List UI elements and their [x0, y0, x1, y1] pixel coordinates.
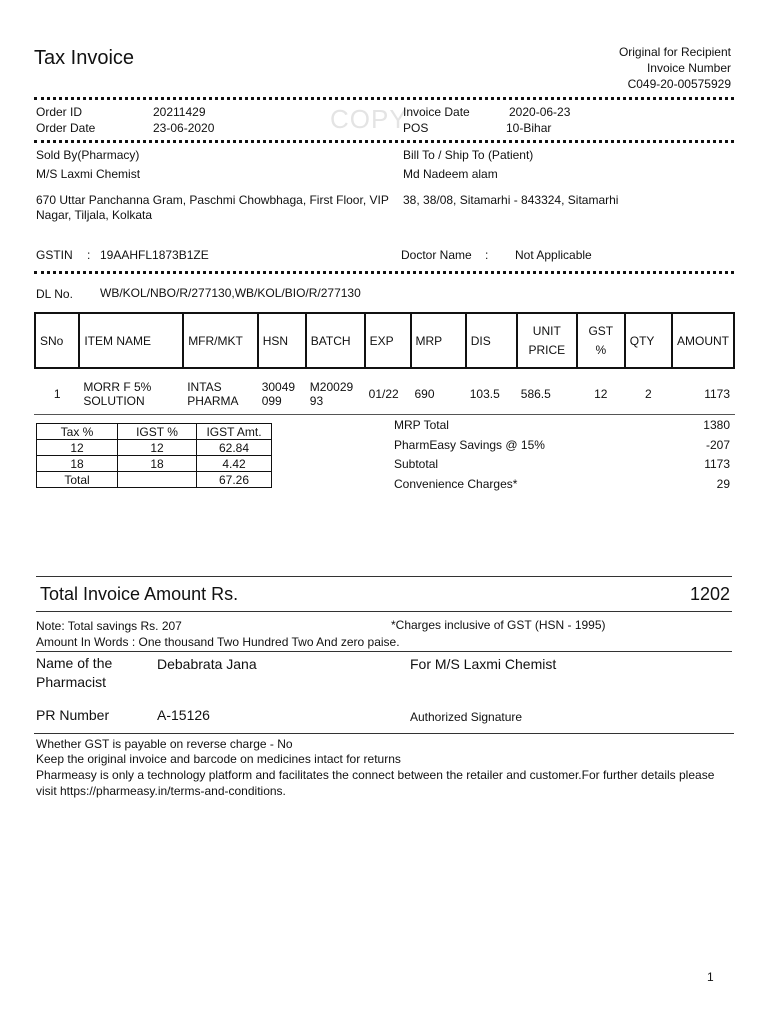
igst-amount: 4.42 — [197, 456, 272, 472]
col-sno: SNo — [35, 313, 79, 368]
divider — [36, 611, 732, 612]
summary-value: -207 — [705, 438, 730, 452]
summary-row — [394, 474, 730, 494]
invoice-number-label: Invoice Number — [646, 61, 731, 75]
gstin-label: GSTIN — [36, 248, 73, 262]
summary-row — [394, 435, 730, 455]
row-batch: M20029 93 — [309, 380, 354, 408]
row-sno: 1 — [53, 387, 61, 401]
invoice-date-label: Invoice Date — [403, 105, 470, 119]
total-label: Total Invoice Amount Rs. — [40, 584, 239, 604]
col-batch: BATCH — [306, 313, 365, 368]
table-row — [35, 368, 734, 419]
buyer-name: Md Nadeem alam — [403, 167, 498, 181]
authorized-signature-label: Authorized Signature — [410, 710, 523, 724]
row-item-name: MORR F 5% SOLUTION — [83, 380, 152, 408]
total-amount: 1202 — [689, 584, 730, 604]
tax-total-blank — [118, 472, 197, 488]
tax-total-row — [37, 472, 272, 488]
col-mfr: MFR/MKT — [183, 313, 258, 368]
row-gst: 12 — [594, 387, 608, 401]
pos: 10-Bihar — [506, 121, 552, 135]
items-header-row — [35, 313, 734, 368]
amount-in-words: Amount In Words : One thousand Two Hundred Two And zero paise. — [36, 635, 400, 649]
col-qty: QTY — [625, 313, 672, 368]
order-date: 23-06-2020 — [153, 121, 215, 135]
pharmacist-label — [36, 654, 112, 692]
items-table — [34, 312, 735, 419]
table-row — [37, 456, 272, 472]
row-exp: 01/22 — [368, 387, 399, 401]
summary-label: Subtotal — [394, 457, 439, 471]
col-unit-price: UNIT PRICE — [517, 313, 577, 368]
charges-note: *Charges inclusive of GST (HSN - 1995) — [391, 618, 606, 632]
pr-number: A-15126 — [157, 707, 210, 723]
order-date-label: Order Date — [36, 121, 96, 135]
reverse-charge-note: Whether GST is payable on reverse charge - No — [36, 737, 293, 751]
tax-rate: 12 — [37, 440, 118, 456]
col-item-name: ITEM NAME — [79, 313, 183, 368]
doctor-separator: : — [485, 248, 489, 262]
page-number: 1 — [707, 970, 714, 984]
pharmacist-label-line: Name of the — [36, 655, 113, 671]
tax-rate: 18 — [37, 456, 118, 472]
divider — [36, 576, 732, 577]
col-mrp: MRP — [411, 313, 466, 368]
summary-row — [394, 454, 730, 474]
gstin: 19AAHFL1873B1ZE — [100, 248, 209, 262]
invoice-title: Tax Invoice — [34, 47, 135, 69]
row-amount: 1173 — [704, 387, 730, 401]
returns-note: Keep the original invoice and barcode on medicines intact for returns — [36, 752, 401, 766]
row-unit-price: 586.5 — [520, 387, 551, 401]
igst-rate: 18 — [118, 456, 197, 472]
tax-header-row — [37, 424, 272, 440]
row-mfr: INTAS PHARMA — [187, 380, 239, 408]
savings-note: Note: Total savings Rs. 207 — [36, 619, 182, 633]
pharmacist-name: Debabrata Jana — [157, 656, 257, 672]
summary-value: 1173 — [704, 457, 730, 471]
tax-total-value: 67.26 — [197, 472, 272, 488]
summary-value: 1380 — [703, 418, 730, 432]
bill-to-label: Bill To / Ship To (Patient) — [403, 148, 534, 162]
row-qty: 2 — [645, 387, 652, 401]
header-right — [481, 45, 731, 92]
divider — [36, 651, 732, 652]
dl-number: WB/KOL/NBO/R/277130,WB/KOL/BIO/R/277130 — [100, 286, 361, 300]
sold-by-label: Sold By(Pharmacy) — [36, 148, 140, 162]
tax-table — [36, 423, 272, 488]
igst-amount: 62.84 — [197, 440, 272, 456]
divider — [34, 733, 734, 734]
tax-col-igst-amt: IGST Amt. — [197, 424, 272, 440]
col-dis: DIS — [466, 313, 517, 368]
summary-label: Convenience Charges* — [394, 477, 518, 491]
pos-label: POS — [403, 121, 429, 135]
igst-rate: 12 — [118, 440, 197, 456]
divider — [34, 271, 734, 274]
col-exp: EXP — [365, 313, 411, 368]
tax-total-label: Total — [37, 472, 118, 488]
row-mrp: 690 — [414, 387, 435, 401]
divider — [34, 97, 734, 100]
order-id: 20211429 — [153, 105, 206, 119]
summary-value: 29 — [716, 477, 730, 491]
col-gst: GST % — [577, 313, 625, 368]
seller-name: M/S Laxmi Chemist — [36, 167, 141, 181]
for-pharmacy-label: For M/S Laxmi Chemist — [410, 656, 557, 672]
summary-row — [394, 415, 730, 435]
pr-number-label: PR Number — [36, 707, 110, 723]
copy-watermark: COPY — [330, 104, 408, 134]
col-hsn: HSN — [258, 313, 306, 368]
order-id-label: Order ID — [36, 105, 83, 119]
summary-label: MRP Total — [394, 418, 449, 432]
col-amount: AMOUNT — [672, 313, 734, 368]
row-dis: 103.5 — [469, 387, 500, 401]
pharmacist-label-line: Pharmacist — [36, 674, 107, 690]
summary-label: PharmEasy Savings @ 15% — [394, 438, 545, 452]
invoice-number: C049-20-00575929 — [627, 77, 731, 91]
buyer-address: 38, 38/08, Sitamarhi - 843324, Sitamarhi — [403, 193, 619, 207]
doctor-label: Doctor Name — [401, 248, 472, 262]
platform-note: Pharmeasy is only a technology platform and facilitates the connect between the retailer and customer.For further details please visit https://pharmeasy.in/terms-and-conditions. — [36, 768, 715, 798]
seller-address: 670 Uttar Panchanna Gram, Paschmi Chowbhaga, First Floor, VIP Nagar, Tiljala, Kolkata — [36, 193, 389, 222]
divider — [34, 140, 734, 143]
tax-col-igst-rate: IGST % — [118, 424, 197, 440]
recipient-label: Original for Recipient — [618, 45, 731, 59]
table-row — [37, 440, 272, 456]
gstin-separator: : — [87, 248, 91, 262]
doctor-name: Not Applicable — [515, 248, 592, 262]
invoice-date: 2020-06-23 — [509, 105, 571, 119]
row-hsn: 30049 099 — [261, 380, 296, 408]
tax-col-rate: Tax % — [37, 424, 118, 440]
dl-label: DL No. — [36, 287, 73, 301]
